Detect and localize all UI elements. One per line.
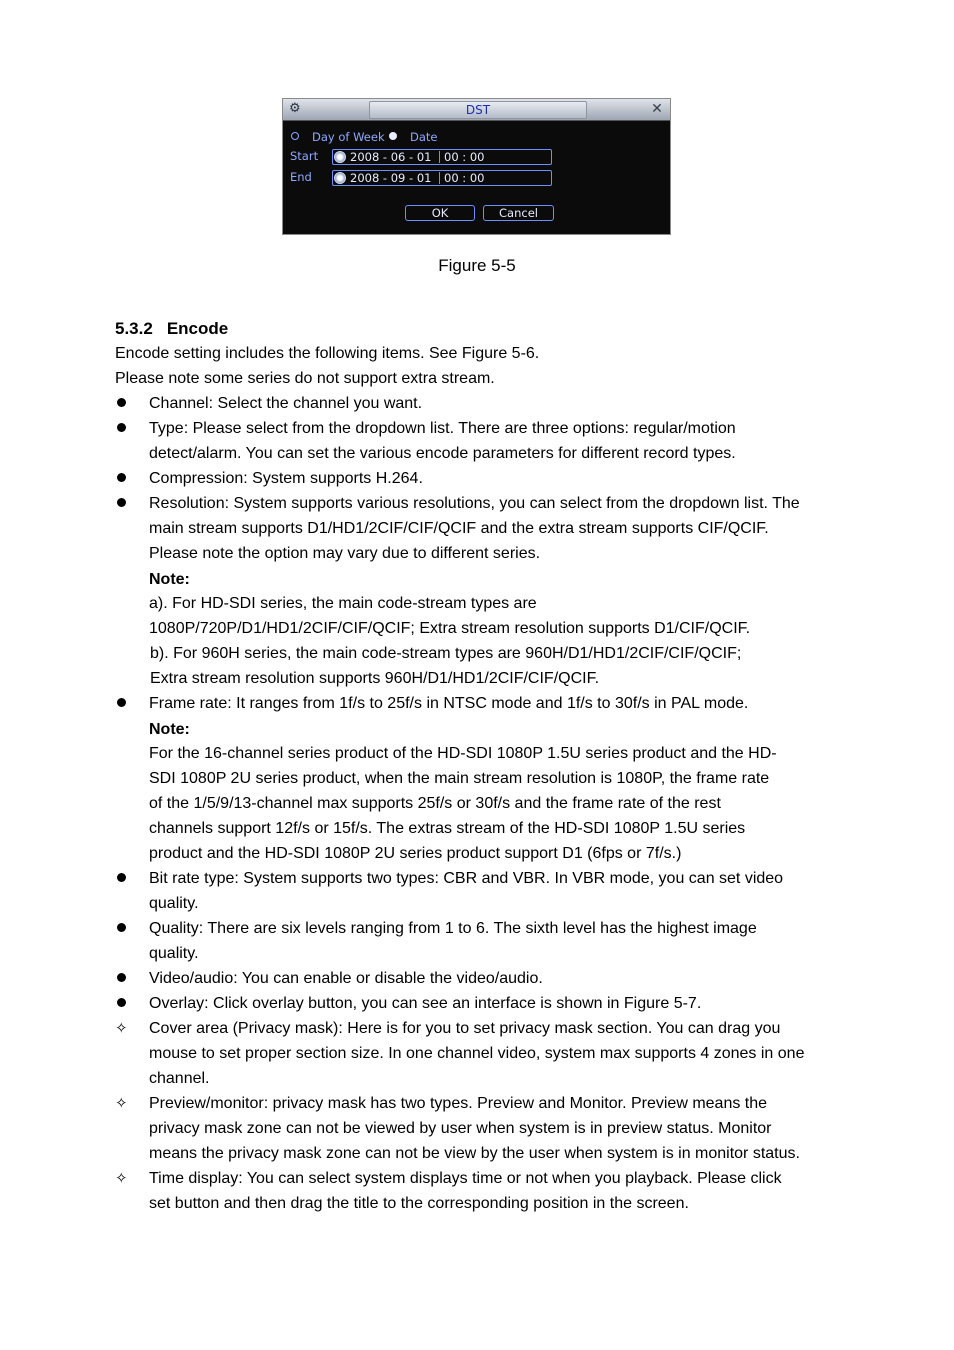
start-date-value[interactable]: 2008 - 06 - 01 <box>350 150 432 164</box>
start-datetime-field[interactable] <box>332 149 552 165</box>
end-date-value[interactable]: 2008 - 09 - 01 <box>350 171 432 185</box>
sub-list-item: Cover area (Privacy mask): Here is for you to set privacy mask section. You can drag you <box>149 1020 781 1037</box>
diamond-bullet-icon: ✧ <box>115 1020 128 1037</box>
bullet-icon <box>117 398 126 407</box>
end-datetime-field[interactable] <box>332 170 552 186</box>
clock-icon <box>334 151 346 163</box>
cancel-button[interactable]: Cancel <box>483 205 554 221</box>
dialog-titlebar <box>283 99 670 121</box>
dialog-title: DST <box>369 101 587 119</box>
field-divider <box>439 172 440 184</box>
sub-list-item-continuation: means the privacy mask zone can not be view by the user when system is in monitor status. <box>149 1145 800 1162</box>
diamond-bullet-icon: ✧ <box>115 1170 128 1187</box>
sub-list-item-continuation: channel. <box>149 1070 210 1087</box>
note-line: channels support 12f/s or 15f/s. The extras stream of the HD-SDI 1080P 1.5U series <box>149 820 746 837</box>
close-icon[interactable]: ✕ <box>651 101 663 117</box>
start-time-value[interactable]: 00 : 00 <box>444 150 485 164</box>
note-line: product and the HD-SDI 1080P 2U series product support D1 (6fps or 7f/s.) <box>149 845 682 862</box>
note-line: SDI 1080P 2U series product, when the main stream resolution is 1080P, the frame rate <box>149 770 770 787</box>
sub-list-item-continuation: set button and then drag the title to the corresponding position in the screen. <box>149 1195 689 1212</box>
list-item-continuation: main stream supports D1/HD1/2CIF/CIF/QCIF and the extra stream supports CIF/QCIF. <box>149 520 769 537</box>
sub-list-item-continuation: privacy mask zone can not be viewed by user when system is in preview status. Monitor <box>149 1120 772 1137</box>
clock-icon <box>334 172 346 184</box>
end-label: End <box>290 170 312 184</box>
figure-caption: Figure 5-5 <box>438 256 516 275</box>
note-label: Note: <box>149 721 190 738</box>
note-line: For the 16-channel series product of the HD-SDI 1080P 1.5U series product and the HD- <box>149 745 777 762</box>
list-item: Frame rate: It ranges from 1f/s to 25f/s in NTSC mode and 1f/s to 30f/s in PAL mode. <box>149 695 749 712</box>
bullet-icon <box>117 973 126 982</box>
bullet-icon <box>117 473 126 482</box>
ok-button[interactable]: OK <box>405 205 475 221</box>
date-radio[interactable] <box>389 132 397 140</box>
dst-dialog <box>282 98 671 235</box>
bullet-icon <box>117 423 126 432</box>
section-heading <box>115 319 228 339</box>
note-line: of the 1/5/9/13-channel max supports 25f/s or 30f/s and the frame rate of the rest <box>149 795 721 812</box>
list-item: Resolution: System supports various resolutions, you can select from the dropdown list. The <box>149 495 800 512</box>
list-item: Video/audio: You can enable or disable the video/audio. <box>149 970 543 987</box>
end-time-value[interactable]: 00 : 00 <box>444 171 485 185</box>
day-of-week-radio[interactable] <box>291 132 299 140</box>
sub-list-item-continuation: mouse to set proper section size. In one channel video, system max supports 4 zones in one <box>149 1045 805 1062</box>
note-line: b). For 960H series, the main code-stream types are 960H/D1/HD1/2CIF/CIF/QCIF; <box>150 645 742 662</box>
list-item-continuation: detect/alarm. You can set the various encode parameters for different record types. <box>149 445 736 462</box>
note-label: Note: <box>149 571 190 588</box>
note-line: a). For HD-SDI series, the main code-stream types are <box>149 595 537 612</box>
section-title: Encode <box>166 319 229 338</box>
sub-list-item: Time display: You can select system displays time or not when you playback. Please click <box>149 1170 782 1187</box>
logo-icon: ⚙ <box>289 101 301 116</box>
list-item: Channel: Select the channel you want. <box>149 395 423 412</box>
start-label: Start <box>290 149 319 163</box>
note-line: Extra stream resolution supports 960H/D1/HD1/2CIF/CIF/QCIF. <box>150 670 600 687</box>
list-item-continuation: Please note the option may vary due to different series. <box>149 545 541 562</box>
bullet-icon <box>117 998 126 1007</box>
bullet-icon <box>117 498 126 507</box>
diamond-bullet-icon: ✧ <box>115 1095 128 1112</box>
note-line: 1080P/720P/D1/HD1/2CIF/CIF/QCIF; Extra stream resolution supports D1/CIF/QCIF. <box>149 620 751 637</box>
list-item-continuation: quality. <box>149 895 199 912</box>
list-item: Bit rate type: System supports two types: CBR and VBR. In VBR mode, you can set video <box>149 870 784 887</box>
section-number: 5.3.2 <box>115 319 153 338</box>
bullet-icon <box>117 923 126 932</box>
bullet-icon <box>117 698 126 707</box>
bullet-icon <box>117 873 126 882</box>
list-item: Quality: There are six levels ranging from 1 to 6. The sixth level has the highest image <box>149 920 757 937</box>
date-label: Date <box>410 130 438 144</box>
list-item: Overlay: Click overlay button, you can see an interface is shown in Figure 5-7. <box>149 995 702 1012</box>
list-item-continuation: quality. <box>149 945 199 962</box>
sub-list-item: Preview/monitor: privacy mask has two types. Preview and Monitor. Preview means the <box>149 1095 768 1112</box>
list-item: Compression: System supports H.264. <box>149 470 423 487</box>
field-divider <box>439 151 440 163</box>
paragraph-line: Encode setting includes the following items. See Figure 5-6. <box>115 345 540 362</box>
day-of-week-label: Day of Week <box>312 130 385 144</box>
list-item: Type: Please select from the dropdown list. There are three options: regular/motion <box>149 420 736 437</box>
paragraph-line: Please note some series do not support extra stream. <box>115 370 495 387</box>
